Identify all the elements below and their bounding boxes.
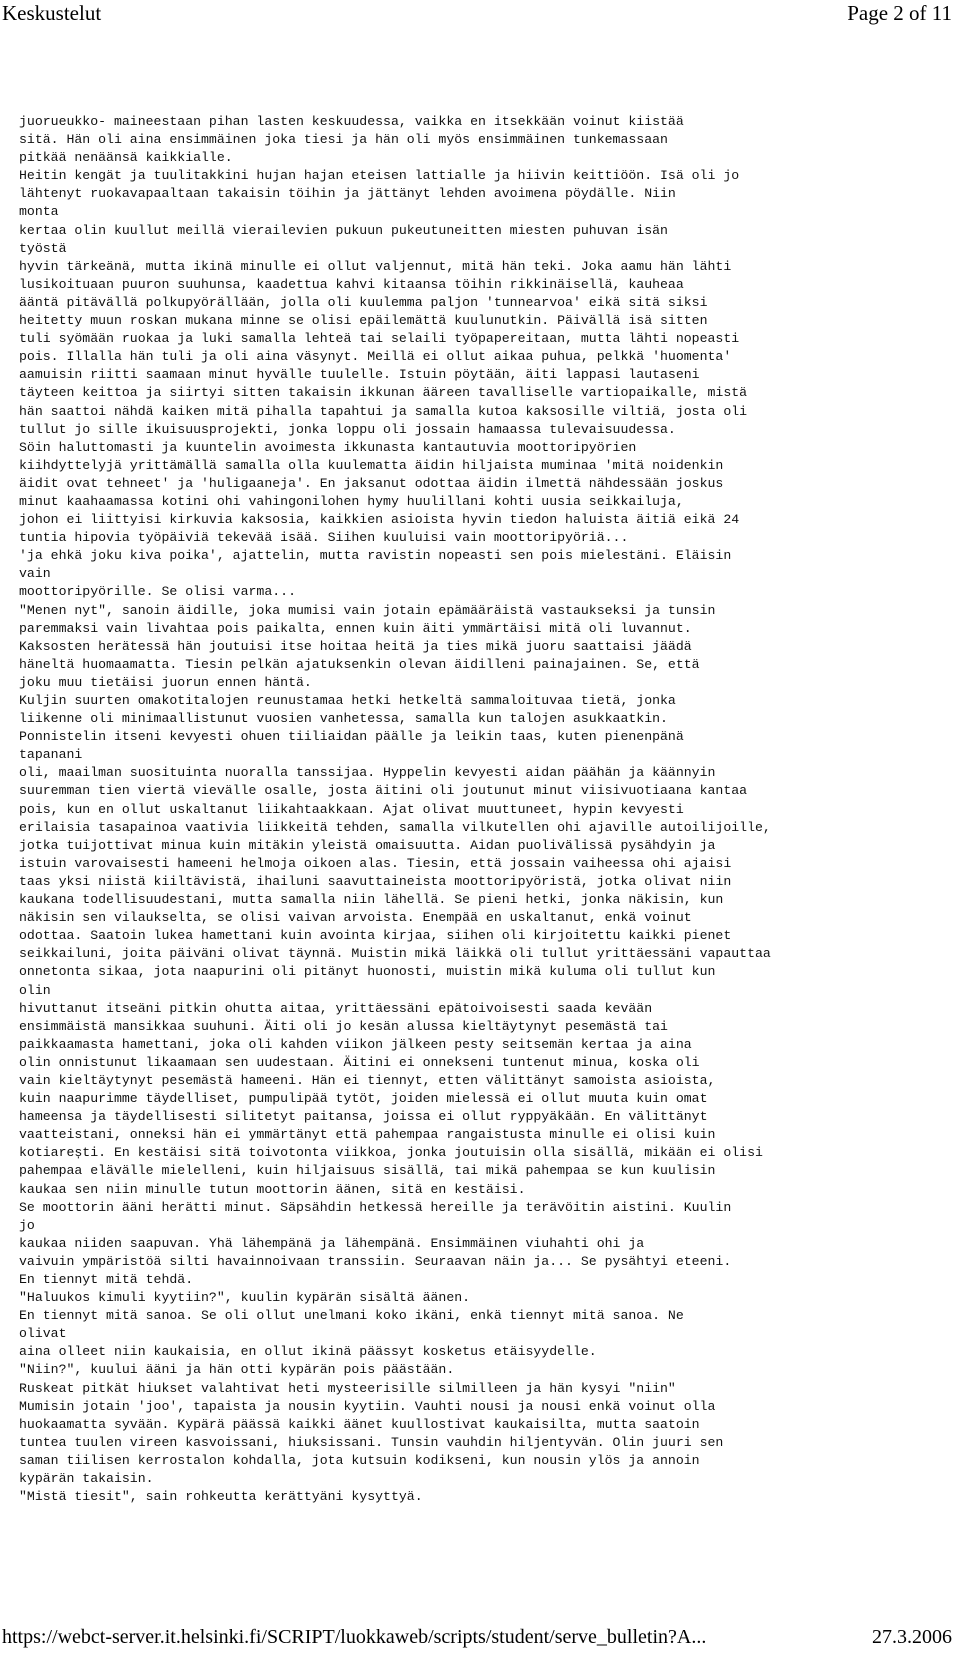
- message-body: [19, 113, 949, 1506]
- text-line: olin onnistunut likaamaan sen uudestaan. Äitini ei onnekseni tuntenut minua, koska oli: [19, 1054, 700, 1070]
- text-line: seikkailuni, joita päiväni olivat täynnä. Muistin mikä läikkä oli tullut yrittäessäni vapauttaa: [19, 946, 771, 962]
- text-line: Ruskeat pitkät hiukset valahtivat heti mysteerisille silmilleen ja hän kysyi "niin": [19, 1380, 676, 1396]
- text-line: pitkää nenäänsä kaikkialle.: [19, 150, 233, 166]
- text-line: pois. Illalla hän tuli ja oli aina väsynyt. Meillä ei ollut aikaa puhua, pelkkä 'huomenta': [19, 349, 732, 365]
- text-line: Heitin kengät ja tuulitakkini hujan hajan eteisen lattialle ja hiivin keittiöön. Isä oli jo: [19, 168, 740, 184]
- text-line: pois, kun en ollut uskaltanut liikahtaakkaan. Ajat olivat muuttuneet, hypin kevyesti: [19, 801, 684, 817]
- text-line: olivat: [19, 1326, 67, 1342]
- text-line: ääntä pitävällä polkupyörällään, jolla oli kuulemma paljon 'tunnearvoa' eikä sitä siksi: [19, 294, 708, 310]
- text-line: 'ja ehkä joku kiva poika', ajattelin, mutta ravistin nopeasti sen pois mielestäni. Eläisin: [19, 548, 732, 564]
- text-line: monta: [19, 204, 59, 220]
- text-line: taas yksi niistä kiiltävistä, ihailuni saavuttaineista moottoripyöristä, jotka olivat niin: [19, 873, 732, 889]
- page-footer: [0, 1620, 960, 1654]
- text-line: erilaisia tasapainoa vaativia liikkeitä tehden, samalla vilkutellen ohi ajaville autoilijoille,: [19, 819, 771, 835]
- text-line: hyvin tärkeänä, mutta ikinä minulle ei ollut valjennut, mitä hän teki. Joka aamu hän lähti: [19, 258, 732, 274]
- text-line: liikenne oli minimaallistunut vuosien vanhetessa, samalla kun talojen asukkaatkin.: [19, 711, 668, 727]
- text-line: kaukana todellisuudestani, mutta samalla niin lähellä. Se pieni hetki, jonka näkisin, kun: [19, 892, 724, 908]
- text-line: tullut jo sille ikuisuusprojekti, jonka loppu oli jossain hamaassa tulevaisuudessa.: [19, 421, 676, 437]
- text-line: huokaamatta syvään. Kypärä päässä kaikki äänet kuullostivat kaukaisilta, mutta saatoin: [19, 1416, 700, 1432]
- text-line: vaatteistani, onneksi hän ei ymmärtänyt että pahempaa rangaistusta minulle ei olisi kuin: [19, 1127, 716, 1143]
- text-line: vain kieltäytynyt pesemästä hameeni. Hän ei tiennyt, etten välittänyt samoista asioista,: [19, 1072, 716, 1088]
- text-line: joku muu tietäisi juorun ennen häntä.: [19, 674, 312, 690]
- text-line: hameensa ja täydellisesti silitetyt paitansa, joissa ei ollut ryppyäkään. En välittänyt: [19, 1109, 708, 1125]
- text-line: kotiarești. En kestäisi sitä toivotonta viikkoa, jonka joutuisin olla sisällä, mikään ei olisi: [19, 1145, 763, 1161]
- text-line: tuntia hipovia työpäiviä tekevää isää. Siihen kuuluisi vain moottoripyöriä...: [19, 530, 629, 546]
- text-line: suuremman tien viertä vievälle osalle, josta äitini oli joutunut minut viisivuotiaana kantaa: [19, 783, 748, 799]
- text-line: Mumisin jotain 'joo', tapaista ja nousin kyytiin. Vauhti nousi ja nousi enkä voinut olla: [19, 1398, 716, 1414]
- text-line: lähtenyt ruokavapaaltaan takaisin töihin ja jättänyt lehden avoimena pöydälle. Niin: [19, 186, 676, 202]
- text-line: täyteen keittoa ja siirtyi sitten takaisin ikkunan ääreen tavalliselle vartiopaikalle, mistä: [19, 385, 748, 401]
- text-line: saman tiilisen kerrostalon kohdalla, jota kutsuin kodikseni, kun nousin ylös ja annoin: [19, 1452, 700, 1468]
- text-line: häneltä huomaamatta. Tiesin pelkän ajatuksenkin olevan äidilleni painajainen. Se, että: [19, 656, 700, 672]
- text-line: kypärän takaisin.: [19, 1471, 154, 1487]
- text-line: aina olleet niin kaukaisia, en ollut ikinä päässyt kosketus etäisyydelle.: [19, 1344, 597, 1360]
- text-line: ensimmäistä mansikkaa suuhuni. Äiti oli jo kesän alussa kieltäytynyt pesemästä tai: [19, 1018, 668, 1034]
- text-line: minut kaahaamassa kotini ohi vahingonilohen hymy huulillani kohti uusia seikkailuja,: [19, 493, 684, 509]
- text-line: vaivuin ympäristöä silti havainnoivaan transsiin. Seuraavan näin ja... Se pysähtyi eteeni.: [19, 1253, 732, 1269]
- text-line: istuin varovaisesti hameeni helmoja oikoen alas. Tiesin, että jossain vaiheessa ohi ajaisi: [19, 855, 732, 871]
- text-line: hän saattoi nähdä kaiken mitä pihalla tapahtui ja samalla kutoa kaksosille viltiä, josta oli: [19, 403, 748, 419]
- text-line: paremmaksi vain livahtaa pois paikalta, ennen kuin äiti ymmärtäisi mitä oli luvannut.: [19, 620, 692, 636]
- text-line: "Mistä tiesit", sain rohkeutta kerättyäni kysyttyä.: [19, 1489, 423, 1505]
- text-line: oli, maailman suosituinta nuoralla tanssijaa. Hyppelin kevyesti aidan päähän ja käännyin: [19, 765, 716, 781]
- text-line: "Niin?", kuului ääni ja hän otti kypärän pois päästään.: [19, 1362, 455, 1378]
- text-line: äidit ovat tehneet' ja 'huligaaneja'. En jaksanut odottaa äidin ilmettä nähdessään joskus: [19, 475, 724, 491]
- text-line: kaukaa niiden saapuvan. Yhä lähempänä ja lähempänä. Ensimmäinen viuhahti ohi ja: [19, 1235, 645, 1251]
- text-line: vain: [19, 566, 51, 582]
- text-line: työstä: [19, 240, 67, 256]
- page-header: [0, 0, 960, 30]
- page-number: Page 2 of 11: [847, 1, 952, 25]
- text-line: kiihdyttelyjä yrittämällä samalla olla kuulematta äidin hiljaista muminaa 'mitä noidenkin: [19, 457, 724, 473]
- text-line: Kuljin suurten omakotitalojen reunustamaa hetki hetkeltä sammaloituvaa tietä, jonka: [19, 693, 676, 708]
- text-line: johon ei liittyisi kirkuvia kaksosia, kaikkien asioista hyvin tiedon haluista äitiä eikä 24: [19, 512, 740, 528]
- text-line: näkisin sen vilaukselta, se olisi vaivan arvoista. Enempää en uskaltanut, enkä voinut: [19, 910, 692, 926]
- text-line: kuin naapurimme täydelliset, pumpulipää tytöt, joiden mielessä ei ollut muuta kuin omat: [19, 1091, 708, 1107]
- text-line: aamuisin riitti saamaan minut hyvälle tuulelle. Istuin pöytään, äiti lappasi lautaseni: [19, 367, 700, 383]
- text-line: paikkaamasta hamettani, joka oli kahden viikon jälkeen pesty seitsemän kertaa ja aina: [19, 1036, 692, 1052]
- text-line: olin: [19, 982, 51, 998]
- text-line: heitetty muun roskan mukana minne se olisi epäilemättä kuulunutkin. Päivällä isä sitten: [19, 313, 708, 329]
- text-line: onnetonta sikaa, jota naapurini oli pitänyt huonosti, muistin mikä kuluma oli tullut kun: [19, 964, 716, 980]
- text-line: En tiennyt mitä tehdä.: [19, 1272, 194, 1287]
- text-line: jotka tuijottivat minua kuin mitäkin yleistä omaisuutta. Aidan puolivälissä pysähdyin ja: [19, 837, 716, 853]
- text-line: pahempaa elävälle mielelleni, kuin hiljaisuus sisällä, tai mikä pahempaa se kun kuulisin: [19, 1163, 716, 1179]
- text-line: "Haluukos kimuli kyytiin?", kuulin kypärän sisältä äänen.: [19, 1290, 471, 1306]
- footer-url: https://webct-server.it.helsinki.fi/SCRIPT/luokkaweb/scripts/student/serve_bulletin?A...: [2, 1626, 707, 1648]
- text-line: sitä. Hän oli aina ensimmäinen joka tiesi ja hän oli myös ensimmäinen tunkemassaan: [19, 132, 668, 148]
- footer-date: 27.3.2006: [872, 1626, 952, 1648]
- text-line: tapanani: [19, 747, 83, 763]
- text-line: moottoripyörille. Se olisi varma...: [19, 584, 296, 600]
- text-line: odottaa. Saatoin lukea hamettani kuin avointa kirjaa, siihen oli kirjoitettu kaikki pienet: [19, 928, 732, 944]
- text-line: juorueukko- maineestaan pihan lasten keskuudessa, vaikka en itsekkään voinut kiistää: [19, 114, 684, 129]
- text-line: Ponnistelin itseni kevyesti ohuen tiiliaidan päälle ja leikin taas, kuten pienenpänä: [19, 729, 684, 745]
- text-line: hivuttanut itseäni pitkin ohutta aitaa, yrittäessäni epätoivoisesti saada kevään: [19, 1000, 653, 1016]
- text-line: tuntea tuulen vireen kasvoissani, hiuksissani. Tunsin vauhdin hiljentyvän. Olin juuri sen: [19, 1434, 724, 1450]
- text-line: Söin haluttomasti ja kuuntelin avoimesta ikkunasta kantautuvia moottoripyörien: [19, 439, 637, 455]
- text-line: kaukaa sen niin minulle tutun moottorin äänen, sitä en kestäisi.: [19, 1181, 526, 1197]
- text-line: tuli syömään ruokaa ja luki samalla lehteä tai selaili työpapereitaan, mutta lähti nopeasti: [19, 331, 740, 347]
- text-line: jo: [19, 1217, 35, 1233]
- text-line: En tiennyt mitä sanoa. Se oli ollut unelmani koko ikäni, enkä tiennyt mitä sanoa. Ne: [19, 1308, 684, 1324]
- text-line: kertaa olin kuullut meillä vierailevien pukuun pukeutuneitten miesten puhuvan isän: [19, 222, 668, 238]
- text-line: Se moottorin ääni herätti minut. Säpsähdin hetkessä hereille ja terävöitin aistini. Kuulin: [19, 1199, 732, 1215]
- header-title: Keskustelut: [2, 1, 102, 25]
- text-line: "Menen nyt", sanoin äidille, joka mumisi vain jotain epämääräistä vastaukseksi ja tunsin: [19, 602, 716, 618]
- text-line: lusikoituaan puuron suuhunsa, kaadettua kahvi kitaansa töihin rikkinäisellä, kauheaa: [19, 276, 684, 292]
- text-line: Kaksosten herätessä hän joutuisi itse hoitaa heitä ja ties mikä juoru saattaisi jäädä: [19, 638, 692, 654]
